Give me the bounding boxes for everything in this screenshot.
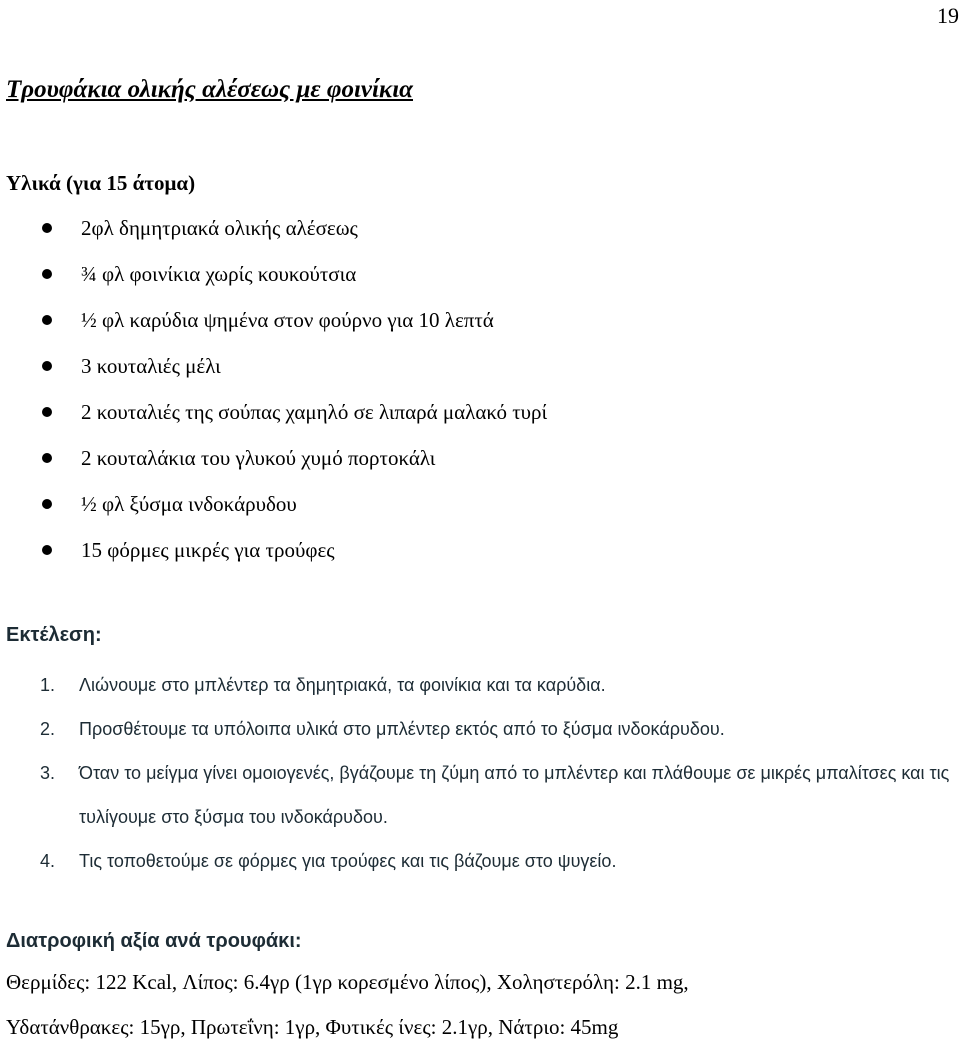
- bullet-icon: [42, 361, 52, 371]
- step-number: 4.: [40, 851, 56, 871]
- ingredients-heading: Υλικά (για 15 άτομα): [6, 171, 196, 195]
- nutrition-line-2: Υδατάνθρακες: 15γρ, Πρωτεΐνη: 1γρ, Φυτικές ίνες: 2.1γρ, Νάτριο: 45mg: [6, 1015, 619, 1039]
- bullet-icon: [42, 499, 52, 509]
- ingredient-item: 2 κουταλάκια του γλυκού χυμό πορτοκάλι: [0, 441, 547, 487]
- ingredient-item: ½ φλ καρύδια ψημένα στον φούρνο για 10 λεπτά: [0, 303, 547, 349]
- ingredient-item: ¾ φλ φοινίκια χωρίς κουκούτσια: [0, 257, 547, 303]
- method-step: [0, 663, 959, 707]
- bullet-icon: [42, 407, 52, 417]
- ingredient-item: 2 κουταλιές της σούπας χαμηλό σε λιπαρά μαλακό τυρί: [0, 395, 547, 441]
- step-number: 1.: [40, 675, 56, 695]
- bullet-icon: [42, 269, 52, 279]
- method-step: [0, 839, 959, 883]
- step-text: Όταν το μείγμα γίνει ομοιογενές, βγάζουμε τη ζύμη από το μπλέντερ και πλάθουμε σε μικρές μπαλίτσες και τις τυλίγουμε στο ξύσμα του ινδοκάρυδου.: [79, 763, 950, 827]
- bullet-icon: [42, 223, 52, 233]
- bullet-icon: [42, 315, 52, 325]
- step-text: Τις τοποθετούμε σε φόρμες για τρούφες και τις βάζουμε στο ψυγείο.: [79, 851, 617, 871]
- method-step: [0, 751, 959, 839]
- step-text: Προσθέτουμε τα υπόλοιπα υλικά στο μπλέντερ εκτός από το ξύσμα ινδοκάρυδου.: [79, 719, 725, 739]
- ingredient-item: ½ φλ ξύσμα ινδοκάρυδου: [0, 487, 547, 533]
- ingredient-item: 3 κουταλιές μέλι: [0, 349, 547, 395]
- nutrition-heading: Διατροφική αξία ανά τρουφάκι:: [6, 930, 302, 952]
- recipe-title: Τρουφάκια ολικής αλέσεως με φοινίκια: [6, 76, 413, 103]
- ingredient-item: 15 φόρμες μικρές για τρούφες: [0, 533, 547, 579]
- method-heading: Εκτέλεση:: [6, 624, 102, 646]
- step-number: 3.: [40, 763, 56, 783]
- page-number: 19: [937, 3, 959, 28]
- bullet-icon: [42, 453, 52, 463]
- step-number: 2.: [40, 719, 56, 739]
- method-step: [0, 707, 959, 751]
- bullet-icon: [42, 545, 52, 555]
- ingredient-item: 2φλ δημητριακά ολικής αλέσεως: [0, 211, 547, 257]
- step-text: Λιώνουμε στο μπλέντερ τα δημητριακά, τα φοινίκια και τα καρύδια.: [79, 675, 606, 695]
- ingredients-list: [0, 211, 547, 579]
- method-steps: [0, 663, 959, 883]
- nutrition-line-1: Θερμίδες: 122 Kcal, Λίπος: 6.4γρ (1γρ κορεσμένο λίπος), Χοληστερόλη: 2.1 mg,: [6, 970, 689, 994]
